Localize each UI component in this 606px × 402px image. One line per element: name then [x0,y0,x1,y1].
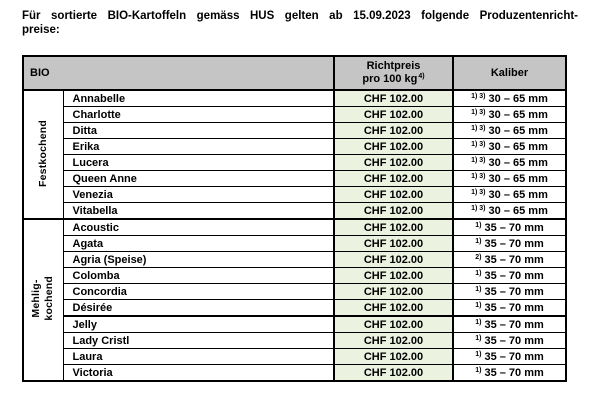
footnote-marker: 1) 3) [471,172,486,180]
kaliber-cell [453,300,566,317]
kaliber-cell [453,236,566,252]
richtpreis-line-2: pro 100 kg [362,73,418,85]
group-label-cell [23,219,63,381]
price-cell: CHF 102.00 [334,284,453,300]
table-row [23,236,566,252]
table-row [23,107,566,123]
variety-name-cell: Désirée [63,300,334,317]
footnote-marker: 1) 3) [471,156,486,164]
kaliber-cell [453,107,566,123]
kaliber-cell [453,365,566,382]
kaliber-value: 35 – 70 mm [484,334,544,347]
intro-paragraph [22,9,578,37]
price-cell: CHF 102.00 [334,90,453,107]
kaliber-cell [453,123,566,139]
kaliber-cell [453,316,566,333]
intro-line-1: Für sortierte BIO-Kartoffeln gemäss HUS gelten ab 15.09.2023 folgende Produzentenricht- [22,10,578,22]
price-cell: CHF 102.00 [334,187,453,203]
footnote-marker: 1) 3) [471,92,486,100]
price-cell: CHF 102.00 [334,365,453,382]
kaliber-cell [453,349,566,365]
price-cell: CHF 102.00 [334,107,453,123]
kaliber-value: 30 – 65 mm [488,156,548,169]
table-row [23,187,566,203]
footnote-marker: 1) [475,350,482,358]
intro-line-2: preise: [22,24,60,36]
table-row [23,219,566,236]
price-cell: CHF 102.00 [334,300,453,317]
footnote-marker: 1) [475,318,482,326]
footnote-marker: 1) [475,237,482,245]
group-label [30,276,56,321]
price-cell: CHF 102.00 [334,171,453,187]
price-cell: CHF 102.00 [334,316,453,333]
footnote-marker: 1) [475,301,482,309]
table-row [23,155,566,171]
kaliber-value: 30 – 65 mm [488,124,548,137]
table-header-row [23,56,566,90]
footnote-marker: 1) [475,334,482,342]
table-row [23,90,566,107]
variety-name-cell: Agata [63,236,334,252]
table-body [23,90,566,381]
variety-name-cell: Lucera [63,155,334,171]
variety-name-cell: Ditta [63,123,334,139]
kaliber-value: 35 – 70 mm [484,301,544,314]
variety-name-cell: Laura [63,349,334,365]
table-row [23,333,566,349]
variety-name-cell: Charlotte [63,107,334,123]
price-cell: CHF 102.00 [334,268,453,284]
variety-name-cell: Colomba [63,268,334,284]
kaliber-cell [453,333,566,349]
variety-name-cell: Agria (Speise) [63,252,334,268]
kaliber-value: 30 – 65 mm [488,188,548,201]
kaliber-value: 30 – 65 mm [488,204,548,217]
footnote-marker: 1) [475,221,482,229]
footnote-marker: 2) [475,253,482,261]
kaliber-value: 35 – 70 mm [484,253,544,266]
price-cell: CHF 102.00 [334,123,453,139]
table-row [23,349,566,365]
footnote-marker: 1) [475,269,482,277]
table-row [23,171,566,187]
table-row [23,268,566,284]
variety-name-cell: Victoria [63,365,334,382]
group-label [37,120,50,187]
kaliber-value: 30 – 65 mm [488,108,548,121]
footnote-marker: 1) [475,285,482,293]
kaliber-value: 30 – 65 mm [488,172,548,185]
price-cell: CHF 102.00 [334,203,453,220]
variety-name-cell: Lady Cristl [63,333,334,349]
table-row [23,365,566,382]
variety-name-cell: Acoustic [63,219,334,236]
price-cell: CHF 102.00 [334,236,453,252]
footnote-marker: 1) [475,366,482,374]
variety-name-cell: Queen Anne [63,171,334,187]
footnote-marker: 1) 3) [471,204,486,212]
group-label-line: kochend [43,276,56,321]
table-row [23,284,566,300]
kaliber-cell [453,268,566,284]
kaliber-value: 35 – 70 mm [484,269,544,282]
header-cell-bio: BIO [23,56,334,90]
kaliber-cell [453,187,566,203]
group-label-cell [23,90,63,219]
table-row [23,316,566,333]
kaliber-value: 35 – 70 mm [484,221,544,234]
price-cell: CHF 102.00 [334,139,453,155]
price-cell: CHF 102.00 [334,252,453,268]
kaliber-value: 30 – 65 mm [488,140,548,153]
price-cell: CHF 102.00 [334,349,453,365]
variety-name-cell: Venezia [63,187,334,203]
table-row [23,300,566,317]
kaliber-value: 35 – 70 mm [484,285,544,298]
kaliber-cell [453,90,566,107]
kaliber-value: 35 – 70 mm [484,350,544,363]
price-cell: CHF 102.00 [334,333,453,349]
variety-name-cell: Erika [63,139,334,155]
table-row [23,123,566,139]
kaliber-value: 30 – 65 mm [488,92,548,105]
richtpreis-line-1: Richtpreis [366,60,421,72]
kaliber-cell [453,171,566,187]
kaliber-cell [453,252,566,268]
footnote-marker: 1) 3) [471,188,486,196]
header-cell-richtpreis [334,56,453,90]
kaliber-cell [453,284,566,300]
footnote-marker: 1) 3) [471,140,486,148]
kaliber-cell [453,155,566,171]
group-label-line: Mehlig- [30,279,43,318]
header-cell-kaliber: Kaliber [453,56,566,90]
group-label-line: Festkochend [36,119,49,187]
kaliber-cell [453,219,566,236]
footnote-marker-4: 4) [418,73,425,80]
kaliber-value: 35 – 70 mm [484,366,544,379]
price-cell: CHF 102.00 [334,155,453,171]
table-row [23,203,566,220]
footnote-marker: 1) 3) [471,124,486,132]
table-row [23,252,566,268]
variety-name-cell: Concordia [63,284,334,300]
variety-name-cell: Jelly [63,316,334,333]
price-cell: CHF 102.00 [334,219,453,236]
price-table [22,55,567,382]
table-row [23,139,566,155]
kaliber-value: 35 – 70 mm [484,237,544,250]
footnote-marker: 1) 3) [471,108,486,116]
kaliber-value: 35 – 70 mm [484,318,544,331]
kaliber-cell [453,203,566,220]
kaliber-cell [453,139,566,155]
variety-name-cell: Vitabella [63,203,334,220]
variety-name-cell: Annabelle [63,90,334,107]
